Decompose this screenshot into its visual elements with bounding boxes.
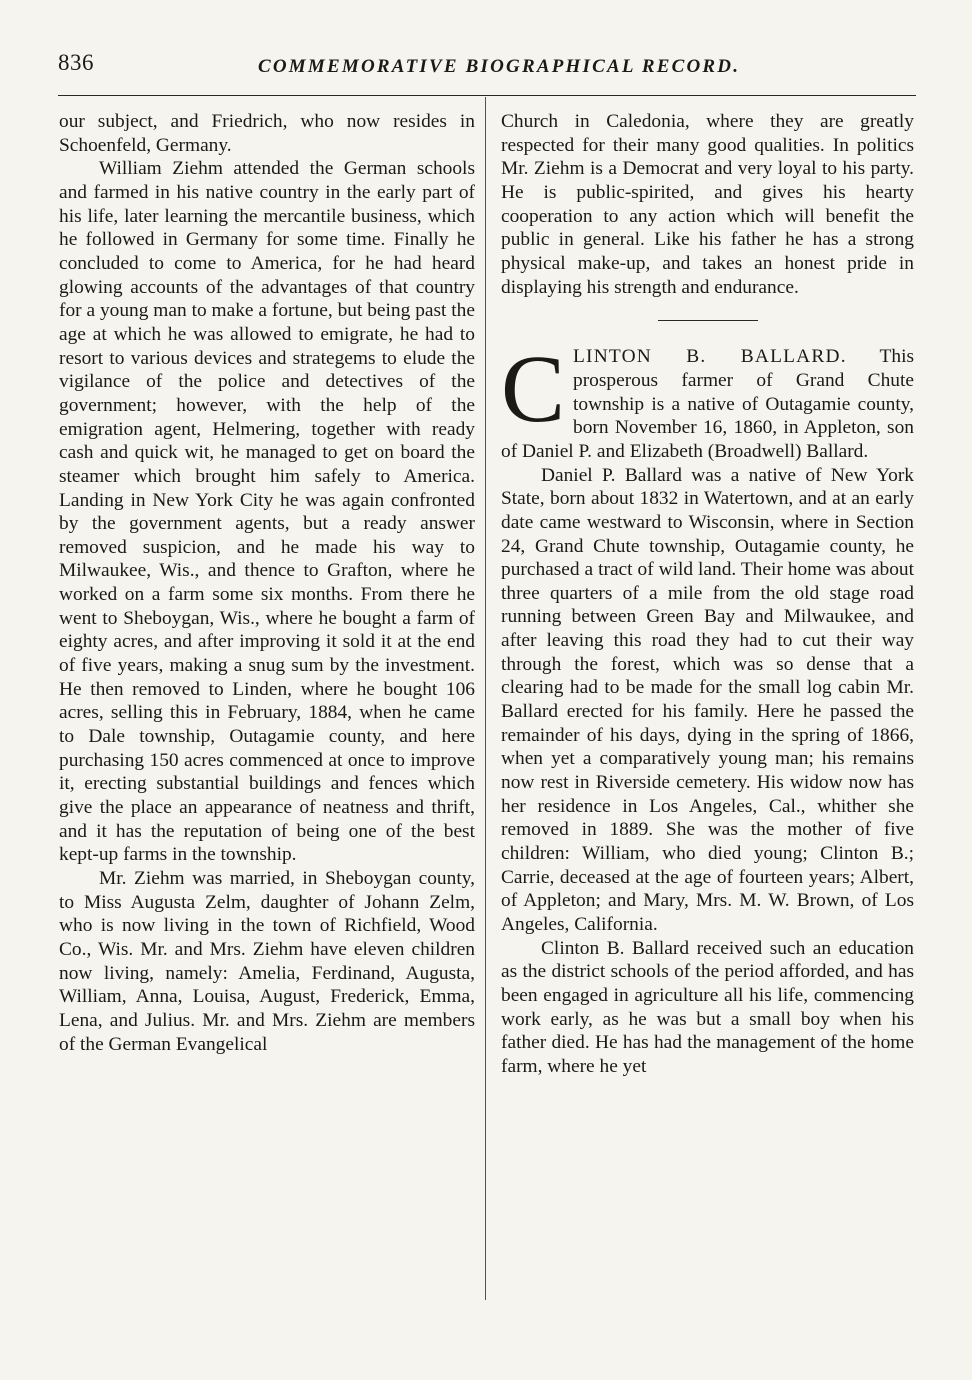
drop-cap: C [501,335,566,443]
page-number: 836 [58,50,94,75]
paragraph: Mr. Ziehm was married, in Sheboygan county, to Miss Augusta Zelm, daughter of Johann Zelm, who is now living in the town of Richfield, Wood Co., Wis. Mr. and Mrs. Ziehm have eleven children now living, namely: Amelia, Ferdinand, Augusta, William, Anna, Louisa, August, Frederick, Emma, Lena, and Julius. Mr. and Mrs. Ziehm are members of the German Evangelical [59,868,475,1055]
section-divider [658,320,758,321]
paragraph: Clinton B. Ballard received such an education as the district schools of the period afforded, and has been engaged in agriculture all his life, commencing work early, as he was but a small boy when his father died. He has had the management of the home farm, where he yet [501,937,914,1077]
biography-intro [501,335,915,463]
biography-name: LINTON B. BALLARD. [573,346,847,368]
paragraph: William Ziehm attended the German schools and farmed in his native country in the early part of his life, later learning the mercantile business, which he followed in Germany for some time. Finally he concluded to come to America, for he had heard glowing accounts of the advantages of that country for a young man to make a fortune, but being past the age at which he was allowed to emigrate, he had to resort to various devices and strategems to elude the vigilance of the police and detectives of the government; however, with the help of the emigration agent, Helmering, together with ready cash and quick wit, he managed to get on board the steamer which brought him safely to America. Landing in New York City he was again confronted by the government agents, but a ready answer removed suspicion, and he made his way to Milwaukee, Wis., and thence to Grafton, where he worked on a farm some six months. From there he went to Sheboygan, Wis., where he bought a farm of eighty acres, and after improving it sold it at the end of five years, making a snug sum by the investment. He then removed to Linden, where he bought 106 acres, selling this in February, 1884, when he came to Dale township, Outagamie county, and here purchasing 150 acres commenced at once to improve it, erecting substantial buildings and fences which give the place an appearance of neatness and thrift, and it has the reputation of being one of the best kept-up farms in the township. [59,158,475,866]
right-column [501,110,914,1079]
running-head: COMMEMORATIVE BIOGRAPHICAL RECORD. [258,56,741,77]
paragraph: Daniel P. Ballard was a native of New York State, born about 1832 in Watertown, and at an early date came westward to Wisconsin, where in Section 24, Grand Chute township, Outagamie county, he purchased a tract of wild land. Their home was about three quarters of a mile from the old stage road running between Green Bay and Milwaukee, and after leaving this road they had to cut their way through the forest, which was so dense that a clearing had to be made for the small log cabin Mr. Ballard erected for his family. Here he passed the remainder of his days, dying in the spring of 1866, when yet a comparatively young man; his remains now rest in Riverside cemetery. His widow now has her residence in Los Angeles, Cal., whither she removed in 1889. She was the mother of five children: William, who died young; Clinton B.; Carrie, deceased at the age of fourteen years; Albert, of Appleton; and Mary, Mrs. M. W. Brown, of Los Angeles, California. [501,464,914,935]
column-divider [485,97,486,1300]
paragraph: Church in Caledonia, where they are greatly respected for their many good qualities. In politics Mr. Ziehm is a Democrat and very loyal to his party. He is public-spirited, and gives his hearty cooperation to any action which will benefit the public in general. Like his father he has a strong physical make-up, and takes an honest pride in displaying his strength and endurance. [501,111,914,298]
paragraph: our subject, and Friedrich, who now resides in Schoenfeld, Germany. [59,111,475,156]
left-column [59,110,475,1056]
header-rule [58,95,916,96]
biography-intro-text: This prosperous farmer of Grand Chute township is a native of Outagamie county, born November 16, 1860, in Appleton, son of Daniel P. and Elizabeth (Broadwell) Ballard. [501,346,915,462]
